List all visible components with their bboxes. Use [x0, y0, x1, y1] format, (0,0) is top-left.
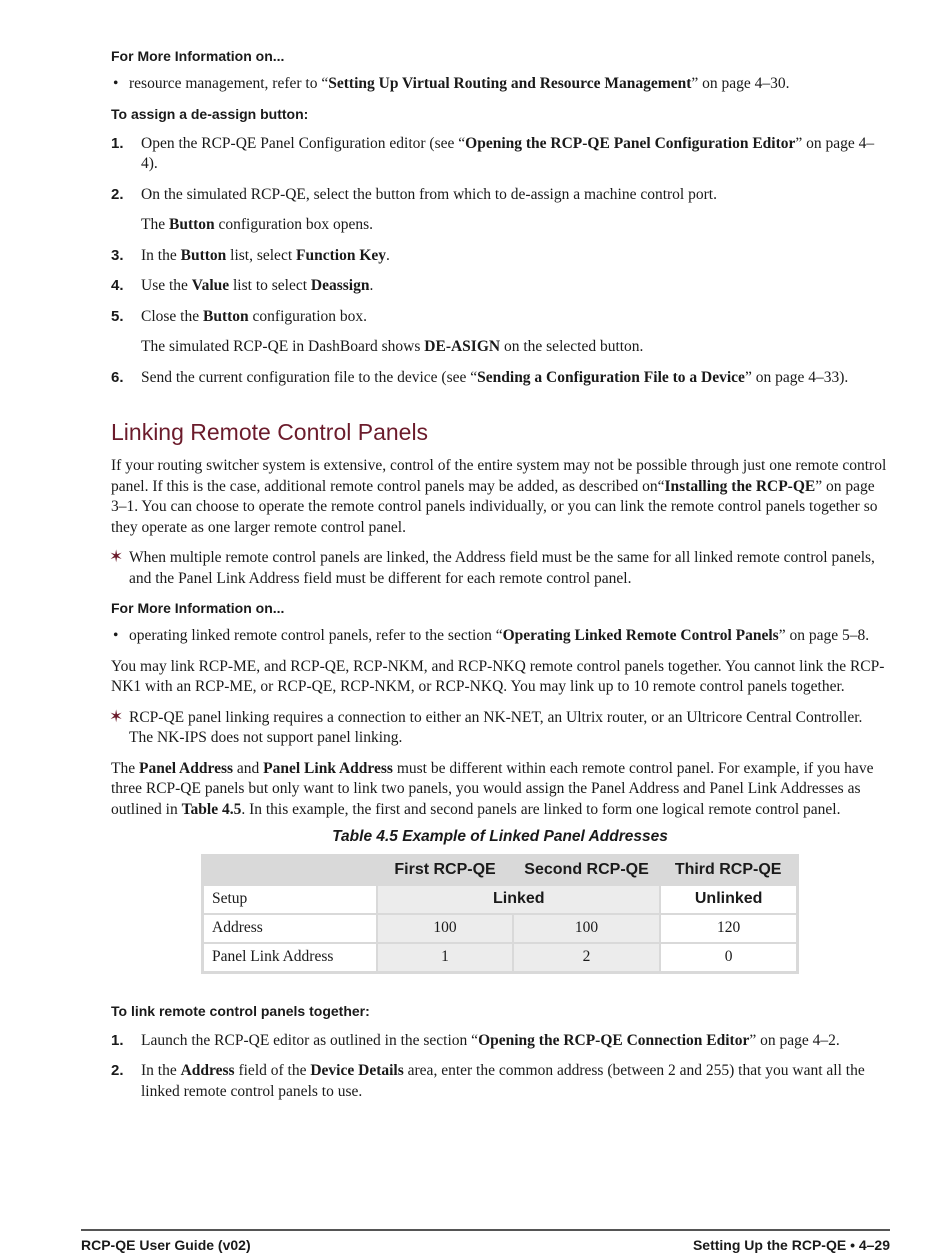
linked-panel-table: [201, 854, 799, 974]
cross-reference[interactable]: Installing the RCP-QE: [664, 477, 816, 495]
link-step-2: 2. In the Address field of the Device Details area, enter the common address (between 2 and 255) that you want all the linked remote control panels to use.: [111, 1062, 865, 1100]
star-note-icon: ✶: [109, 706, 124, 726]
step-3: 3. In the Button list, select Function Key.: [111, 246, 390, 264]
footer-guide-title: RCP-QE User Guide (v02): [81, 1237, 251, 1253]
cross-reference[interactable]: Sending a Configuration File to a Device: [477, 368, 745, 386]
cross-reference[interactable]: Opening the RCP-QE Connection Editor: [478, 1031, 750, 1049]
bullet-icon: •: [113, 627, 119, 644]
table-header-row: [203, 855, 798, 885]
cross-reference[interactable]: Opening the RCP-QE Panel Configuration Editor: [465, 134, 796, 152]
step-6: 6. Send the current configuration file to the device (see “Sending a Configuration File to a Device” on page 4–33).: [111, 368, 849, 386]
section-title: Linking Remote Control Panels: [111, 419, 429, 445]
procedure-heading: To assign a de-assign button:: [111, 105, 309, 122]
footer-page-number: Setting Up the RCP-QE • 4–29: [692, 1237, 890, 1253]
cross-reference[interactable]: Setting Up Virtual Routing and Resource Management: [328, 75, 692, 92]
bullet-icon: •: [113, 75, 119, 92]
step-2-result: The Button configuration box opens.: [141, 216, 374, 233]
paragraph-3: The Panel Address and Panel Link Address must be different within each remote control panel. For example, if you have three RCP-QE panels but only want to link two panels, you would assign the Panel Address and Panel Link Addresses as outlined in Table 4.5. In this example, the first and second panels are linked to form one logical remote control panel.: [111, 759, 874, 818]
unlinked-cell: Unlinked: [660, 885, 797, 914]
note-1: ✶ When multiple remote control panels are linked, the Address field must be the same for all linked remote control panels, and the Panel Link Address field must be different for each remote control panel.: [109, 547, 875, 587]
linked-cell: Linked: [377, 885, 660, 914]
footer-divider: [81, 1229, 890, 1231]
row-label: Address: [203, 914, 378, 943]
intro-paragraph: If your routing switcher system is extensive, control of the entire system may not be possible through just one remote control panel. If this is the case, additional remote control panels may be added, as described on“Installing the RCP-QE” on page 3–1. You can choose to operate the remote control panels individually, or you can link the remote control panels together so they operate as one larger remote control panel.: [111, 457, 887, 536]
link-step-1: 1. Launch the RCP-QE editor as outlined in the section “Opening the RCP-QE Connection Editor” on page 4–2.: [111, 1031, 840, 1049]
document-page: [111, 44, 889, 1102]
table-row: [203, 885, 798, 914]
column-header: First RCP-QE: [377, 855, 512, 885]
table-row: Panel Link Address 1 2 0: [203, 943, 798, 973]
step-2: 2. On the simulated RCP-QE, select the button from which to de-assign a machine control port.: [111, 185, 717, 203]
table-row: Address 100 100 120: [203, 914, 798, 943]
note-2: ✶ RCP-QE panel linking requires a connection to either an NK-NET, an Ultrix router, or an Ultricore Central Controller. The NK-IPS does not support panel linking.: [109, 706, 863, 746]
step-4: 4. Use the Value list to select Deassign.: [111, 277, 374, 294]
row-label: Panel Link Address: [203, 943, 378, 973]
step-1: 1. Open the RCP-QE Panel Configuration editor (see “Opening the RCP-QE Panel Configuration Editor” on page 4–4).: [111, 134, 875, 172]
info-bullet-2: • operating linked remote control panels, refer to the section “Operating Linked Remote Control Panels” on page 5–8.: [111, 626, 889, 647]
column-header: Third RCP-QE: [660, 855, 797, 885]
row-label: Setup: [203, 885, 378, 914]
info-heading-2: For More Information on...: [111, 600, 285, 616]
column-header: Second RCP-QE: [513, 855, 661, 885]
info-heading: For More Information on...: [111, 48, 285, 64]
procedure-heading-2: To link remote control panels together:: [111, 1002, 370, 1019]
info-bullet: • resource management, refer to “Setting Up Virtual Routing and Resource Management” on page 4–30.: [111, 74, 889, 95]
paragraph-2: You may link RCP-ME, and RCP-QE, RCP-NKM, and RCP-NKQ remote control panels together. You cannot link the RCP-NK1 with an RCP-ME, or RCP-QE, RCP-NKM, or RCP-NKQ. You may link up to 10 remote control panels together.: [111, 657, 885, 695]
star-note-icon: ✶: [109, 547, 124, 566]
table-reference[interactable]: Table 4.5: [181, 800, 242, 818]
step-5-result: The simulated RCP-QE in DashBoard shows DE-ASIGN on the selected button.: [141, 338, 644, 355]
step-5: 5. Close the Button configuration box.: [111, 307, 368, 325]
table-caption: Table 4.5 Example of Linked Panel Addresses: [332, 828, 668, 845]
cross-reference[interactable]: Operating Linked Remote Control Panels: [502, 627, 779, 644]
